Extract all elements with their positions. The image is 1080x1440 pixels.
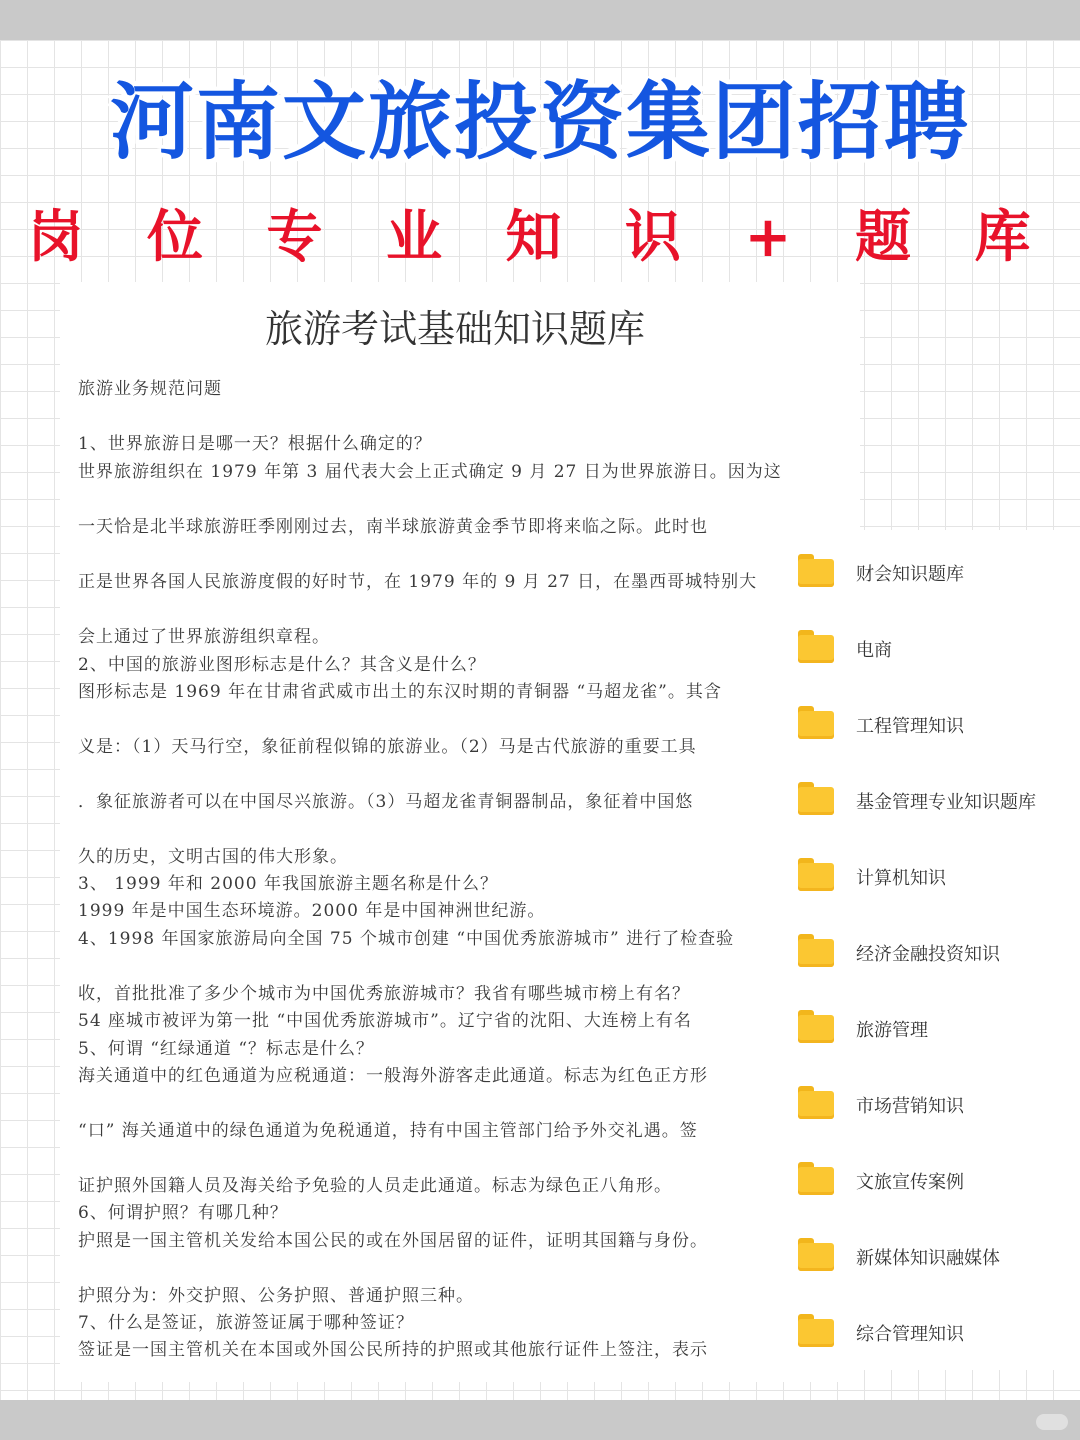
document-line: 海关通道中的红色通道为应税通道：一般海外游客走此通道。标志为红色正方形	[78, 1066, 708, 1086]
document-line: 6、何谓护照？有哪几种？	[78, 1203, 288, 1223]
document-line: 义是：（1）天马行空，象征前程似锦的旅游业。（2）马是古代旅游的重要工具	[78, 737, 697, 757]
folder-icon	[798, 934, 834, 968]
folder-item[interactable]	[768, 1082, 1080, 1132]
page-title: 河南文旅投资集团招聘	[109, 73, 970, 171]
document-line: 一天恰是北半球旅游旺季刚刚过去，南半球旅游黄金季节即将来临之际。此时也	[78, 517, 708, 537]
folder-icon	[798, 630, 834, 664]
folder-label: 市场营销知识	[856, 1096, 964, 1117]
folder-label: 工程管理知识	[856, 716, 964, 737]
document-line: 1999 年是中国生态环境游。2000 年是中国神洲世纪游。	[78, 901, 546, 921]
document-line: 3、 1999 年和 2000 年我国旅游主题名称是什么？	[78, 874, 498, 894]
folder-icon	[798, 706, 834, 740]
document-line: 护照分为：外交护照、公务护照、普通护照三种。	[78, 1286, 474, 1306]
folder-label: 新媒体知识融媒体	[856, 1248, 1000, 1269]
document-title: 旅游考试基础知识题库	[264, 307, 645, 351]
document-line: 证护照外国籍人员及海关给予免验的人员走此通道。标志为绿色正八角形。	[78, 1176, 672, 1196]
folder-label: 电商	[856, 640, 892, 661]
folder-item[interactable]	[768, 702, 1080, 752]
document-line: 4、1998 年国家旅游局向全国 75 个城市创建 “中国优秀旅游城市” 进行了检查验	[78, 929, 735, 949]
document-line: 签证是一国主管机关在本国或外国公民所持的护照或其他旅行证件上签注，表示	[78, 1340, 708, 1360]
folder-icon	[798, 858, 834, 892]
folder-item[interactable]	[768, 1234, 1080, 1284]
watermark-badge	[1036, 1414, 1068, 1430]
folder-icon	[798, 782, 834, 816]
document-line: 会上通过了世界旅游组织章程。	[78, 627, 330, 647]
folder-icon	[798, 1238, 834, 1272]
folder-icon	[798, 554, 834, 588]
document-line: 54 座城市被评为第一批 “中国优秀旅游城市”。辽宁省的沈阳、大连榜上有名	[78, 1011, 692, 1031]
page-subtitle: 岗 位 专 业 知 识 + 题 库	[27, 205, 1053, 270]
folder-item[interactable]	[768, 550, 1080, 600]
folder-item[interactable]	[768, 1158, 1080, 1208]
folder-label: 经济金融投资知识	[856, 944, 1000, 965]
document-line: 图形标志是 1969 年在甘肃省武威市出土的东汉时期的青铜器 “马超龙雀”。其含	[78, 682, 722, 702]
document-section-heading: 旅游业务规范问题	[78, 379, 222, 399]
document-line: 7、什么是签证，旅游签证属于哪种签证？	[78, 1313, 414, 1333]
folder-label: 计算机知识	[856, 868, 946, 889]
top-border	[0, 0, 1080, 40]
folder-label: 基金管理专业知识题库	[856, 792, 1036, 813]
document-line: 护照是一国主管机关发给本国公民的或在外国居留的证件，证明其国籍与身份。	[78, 1231, 708, 1251]
document-line: “口” 海关通道中的绿色通道为免税通道，持有中国主管部门给予外交礼遇。签	[78, 1121, 698, 1141]
folder-list	[768, 530, 1080, 1370]
document-line: 收，首批批准了多少个城市为中国优秀旅游城市？我省有哪些城市榜上有名？	[78, 984, 690, 1004]
document-line: 1、世界旅游日是哪一天？根据什么确定的？	[78, 434, 432, 454]
folder-item[interactable]	[768, 1310, 1080, 1360]
folder-item[interactable]	[768, 626, 1080, 676]
folder-icon	[798, 1314, 834, 1348]
folder-icon	[798, 1086, 834, 1120]
bottom-border	[0, 1400, 1080, 1440]
document-line: 正是世界各国人民旅游度假的好时节，在 1979 年的 9 月 27 日，在墨西哥城特别大	[78, 572, 758, 592]
folder-label: 财会知识题库	[856, 564, 964, 585]
document-page	[60, 282, 860, 1382]
document-line: 久的历史，文明古国的伟大形象。	[78, 847, 348, 867]
document-line: 5、何谓 “红绿通道 “？标志是什么？	[78, 1039, 375, 1059]
folder-item[interactable]	[768, 1006, 1080, 1056]
folder-label: 文旅宣传案例	[856, 1172, 964, 1193]
folder-label: 旅游管理	[856, 1020, 928, 1041]
document-line: 世界旅游组织在 1979 年第 3 届代表大会上正式确定 9 月 27 日为世界旅游日。因为这	[78, 462, 782, 482]
folder-item[interactable]	[768, 778, 1080, 828]
folder-item[interactable]	[768, 854, 1080, 904]
folder-item[interactable]	[768, 930, 1080, 980]
folder-icon	[798, 1010, 834, 1044]
folder-label: 综合管理知识	[856, 1324, 964, 1345]
document-line: ．象征旅游者可以在中国尽兴旅游。（3）马超龙雀青铜器制品，象征着中国悠	[78, 792, 694, 812]
document-line: 2、中国的旅游业图形标志是什么？其含义是什么？	[78, 655, 486, 675]
folder-icon	[798, 1162, 834, 1196]
